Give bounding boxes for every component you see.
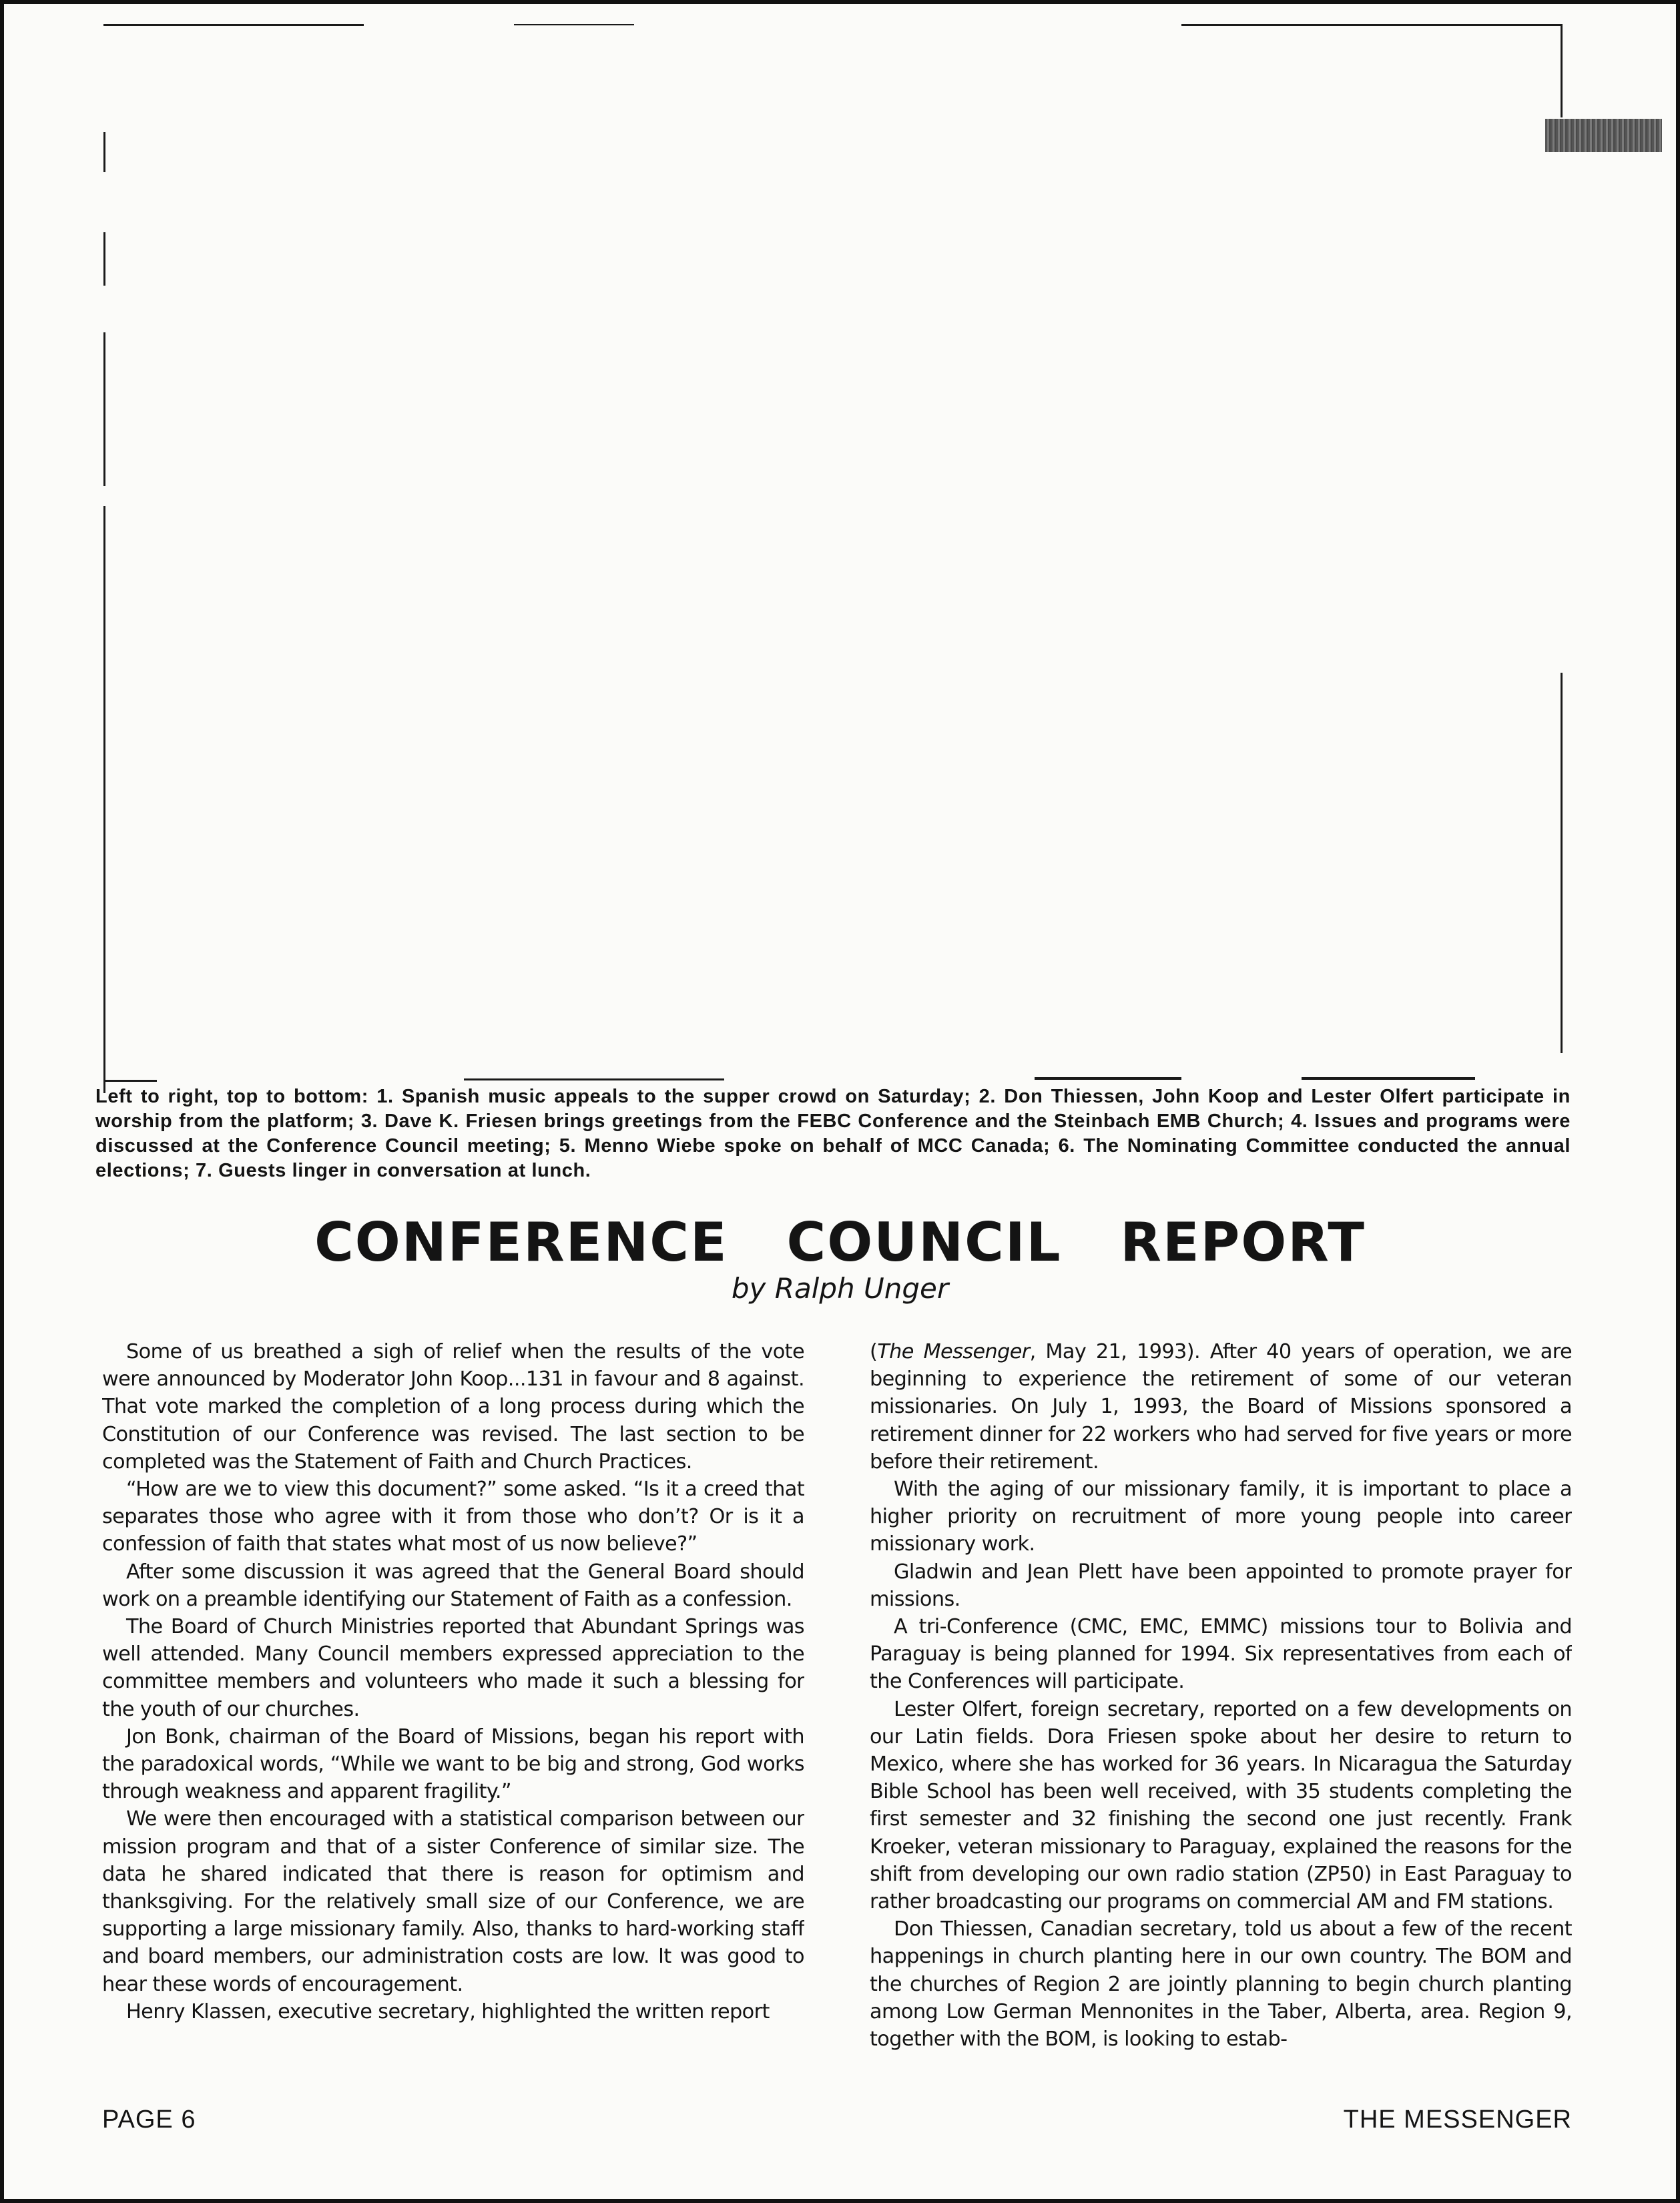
paragraph: Henry Klassen, executive secretary, highlighted the written report xyxy=(126,1999,770,2023)
article-title: CONFERENCE COUNCIL REPORT xyxy=(314,1211,1366,1273)
frame-bottom-right-1 xyxy=(1035,1077,1181,1080)
photo-caption: Left to right, top to bottom: 1. Spanish music appeals to the supper crowd on Saturday; 2. Don Thiessen, John Koop and Lester Olfert participate in worship from the platform; 3. Dave K. Friesen brings greetings from the FEBC Conference and the Steinbach EMB Church; 4. Issues and programs were discussed at the Conference Council meeting; 5. Menno Wiebe spoke on behalf of MCC Canada; 6. The Nominating Committee conducted the annual elections; 7. Guests linger in conversation at lunch. xyxy=(95,1086,1571,1181)
frame-left-3 xyxy=(103,332,105,486)
paragraph: With the aging of our missionary family, it is important to place a higher priority on recruitment of more young people into career missionary work. xyxy=(870,1478,1572,1556)
article-byline: by Ralph Unger xyxy=(731,1272,949,1305)
frame-bottom-mid xyxy=(464,1078,724,1080)
paragraph: We were then encouraged with a statistical comparison between our mission program and that of a sister Conference of similar size. The data he shared indicated that there is reason for optimism and thanksgiving. For the relatively small size of our Conference, we are supporting a large missionary family. Also, thanks to hard-working staff and board members, our administration costs are low. It was good to hear these words of encouragement. xyxy=(102,1807,804,1996)
publication-name: THE MESSENGER xyxy=(1343,2106,1572,2134)
paragraph: The Board of Church Ministries reported that Abundant Springs was well attended. Many Council members expressed appreciation to the committee members and volunteers who made it such a blessing for the youth of our churches. xyxy=(102,1615,804,1721)
continued-text: , May 21, 1993). After 40 years of operation, we are beginning to experience the retirement of some of our veteran missionaries. On July 1, 1993, the Board of Missions sponsored a retirement dinner for 22 workers who had served for five years or more before their retirement. xyxy=(870,1340,1572,1474)
publication-reference: The Messenger xyxy=(877,1340,1030,1363)
scan-artifact xyxy=(1545,119,1662,152)
frame-right-lower xyxy=(1561,673,1563,1053)
paragraph: After some discussion it was agreed that the General Board should work on a preamble identifying our Statement of Faith as a confession. xyxy=(102,1560,804,1611)
frame-right-upper xyxy=(1561,24,1563,117)
frame-top-right xyxy=(1181,24,1562,26)
paragraph: “How are we to view this document?” some asked. “Is it a creed that separates those who agree with it from those who don’t? Or is it a confession of faith that states what most of us now believe?” xyxy=(102,1478,804,1556)
frame-left-1 xyxy=(103,132,105,172)
frame-top-left xyxy=(103,24,364,26)
article-column-right xyxy=(870,1338,1572,2089)
frame-bottom-right-2 xyxy=(1302,1077,1475,1080)
frame-top-mid xyxy=(514,24,634,25)
paragraph: Don Thiessen, Canadian secretary, told us about a few of the recent happenings in church planting here in our own country. The BOM and the churches of Region 2 are jointly planning to begin church planting among Low German Mennonites in the Taber, Alberta, area. Region 9, together with the BOM, is looking to estab- xyxy=(870,1917,1572,2052)
page-number: PAGE 6 xyxy=(102,2106,196,2134)
paragraph: Some of us breathed a sigh of relief when the results of the vote were announced by Moderator John Koop...131 in favour and 8 against. That vote marked the completion of a long process during which the Constitution of our Conference was revised. The last section to be completed was the Statement of Faith and Church Practices. xyxy=(102,1340,804,1474)
paragraph: A tri-Conference (CMC, EMC, EMMC) missions tour to Bolivia and Paraguay is being planned for 1994. Six representatives from each of the Conferences will participate. xyxy=(870,1615,1572,1694)
frame-left-2 xyxy=(103,232,105,286)
paragraph: Gladwin and Jean Plett have been appointed to promote prayer for missions. xyxy=(870,1560,1572,1611)
paren-open: ( xyxy=(870,1340,878,1363)
paragraph-continued xyxy=(870,1338,1572,1476)
photo-area xyxy=(100,19,1569,1086)
paragraph: Jon Bonk, chairman of the Board of Missions, began his report with the paradoxical words, “While we want to be big and strong, God works through weakness and apparent fragility.” xyxy=(102,1724,804,1804)
paragraph: Lester Olfert, foreign secretary, reported on a few developments on our Latin fields. Dora Friesen spoke about her desire to return to Mexico, where she has worked for 36 years. In Nicaragua the Saturday Bible School has been well received, with 35 students completing the first semester and 32 finishing the second one just recently. Frank Kroeker, veteran missionary to Paraguay, explained the reasons for the shift from developing our own radio station (ZP50) in East Paraguay to rather broadcasting our programs on commercial AM and FM stations. xyxy=(870,1697,1572,1914)
frame-bottom-left xyxy=(103,1080,157,1082)
article-column-left xyxy=(102,1338,804,2089)
frame-left-4 xyxy=(103,506,105,1093)
